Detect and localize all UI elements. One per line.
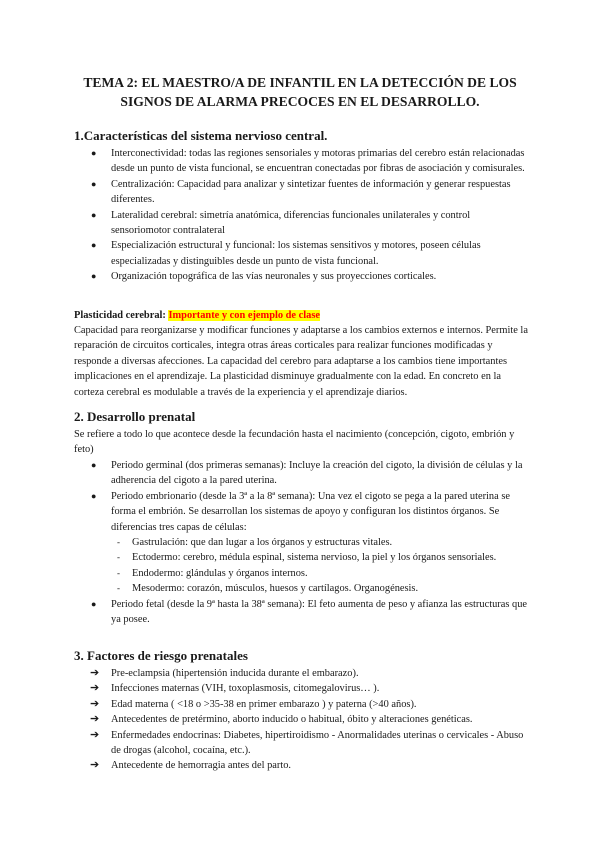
bullet-icon: ● xyxy=(91,148,97,158)
list-item: ➔ Enfermedades endocrinas: Diabetes, hipertiroidismo - Anormalidades uterinas o cervicales - Abuso de drogas (alcohol, cocaína, etc.). xyxy=(90,728,524,757)
bullet-icon: ● xyxy=(91,240,97,251)
list-item: - Gastrulación: que dan lugar a los órganos y estructuras vitales. xyxy=(74,535,529,550)
dash-marker: - xyxy=(117,567,120,578)
bullet-icon: ● xyxy=(91,490,97,501)
dash-marker: - xyxy=(117,552,120,563)
arrow-right-icon: ➔ xyxy=(90,759,100,772)
section-2-list xyxy=(74,458,529,627)
plasticity-label: Plasticidad cerebral: xyxy=(74,310,166,321)
list-item: ● Organización topográfica de las vías neuronales y sus proyecciones corticales. xyxy=(74,269,529,284)
plasticity-heading xyxy=(74,308,530,323)
list-item: - Endodermo: glándulas y órganos internos. xyxy=(74,566,529,581)
highlight-note: Importante y con ejemplo de clase xyxy=(168,310,320,321)
document-title: TEMA 2: EL MAESTRO/A DE INFANTIL EN LA DETECCIÓN DE LOS SIGNOS DE ALARMA PRECOCES EN EL DESARROLLO. xyxy=(83,75,517,109)
section-1-heading: 1.Características del sistema nervioso central. xyxy=(74,128,328,143)
list-item: ➔ Edad materna ( <18 o >35-38 en primer embarazo ) y paterna (>40 años). xyxy=(74,697,529,712)
bullet-icon: ● xyxy=(91,460,97,470)
section-2-intro: Se refiere a todo lo que acontece desde la fecundación hasta el nacimiento (concepción, cigoto, embrión y feto) xyxy=(74,429,515,456)
section-1-list xyxy=(74,146,529,285)
germ-layers-list xyxy=(74,535,529,597)
list-item: ● Periodo fetal (desde la 9ª hasta la 38ª semana): El feto aumenta de peso y afianza las estructuras que ya posee. xyxy=(91,598,528,626)
arrow-right-icon: ➔ xyxy=(90,667,100,679)
list-item: ● Periodo germinal (dos primeras semanas): Incluye la creación del cigoto, la división de células y la adherencia del cigoto a la pared uterina. xyxy=(91,460,523,487)
dash-marker: - xyxy=(117,537,120,548)
bullet-icon: ● xyxy=(91,209,97,220)
bullet-icon: ● xyxy=(91,271,97,282)
list-item: - Mesodermo: corazón, músculos, huesos y cartílagos. Organogénesis. xyxy=(74,581,529,596)
list-item: - Ectodermo: cerebro, médula espinal, sistema nervioso, la piel y los órganos sensoriales. xyxy=(74,550,529,565)
section-3-heading: 3. Factores de riesgo prenatales xyxy=(74,648,248,663)
arrow-right-icon: ➔ xyxy=(90,682,100,695)
list-item: ➔ Antecedente de hemorragia antes del parto. xyxy=(74,758,529,773)
arrow-right-icon: ➔ xyxy=(90,697,100,710)
list-item: ● Especialización estructural y funcional: los sistemas sensitivos y motores, poseen células especializadas y distinguibles desde un punto de vista funcional. xyxy=(91,240,481,267)
list-item: ● Interconectividad: todas las regiones sensoriales y motoras primarias del cerebro están relacionadas desde un punto de vista funcional, se encuentran conectadas por fibras de asociación y comisurales. xyxy=(91,148,525,175)
bullet-icon: ● xyxy=(91,178,97,189)
section-3-list xyxy=(74,666,529,774)
list-item: ➔ Infecciones maternas (VIH, toxoplasmosis, citomegalovirus… ). xyxy=(74,681,529,696)
list-item: ● Periodo embrionario (desde la 3ª a la 8ª semana): Una vez el cigoto se pega a la pared uterina se forma el embrión. Se desarrollan los sistemas de apoyo y configuran los distintos órganos. Se diferencias tres capas de células: - Gastrulación: que dan lugar a los órganos y estructuras vitales. - Ectodermo: cerebro, médula espinal, sistema nervioso, la piel y los órganos sensoriales. - Endodermo: glándulas y órganos internos. - Mesodermo: corazón, músculos, huesos y cartílagos. Organogénesis. xyxy=(74,489,529,597)
arrow-right-icon: ➔ xyxy=(90,728,100,741)
section-2-heading: 2. Desarrollo prenatal xyxy=(74,409,196,424)
list-item: ➔ Antecedentes de pretérmino, aborto inducido o habitual, óbito y alteraciones genéticas. xyxy=(74,712,529,727)
plasticity-text: Capacidad para reorganizarse y modificar funciones y adaptarse a los cambios externos e internos. Permite la reparación de circuitos corticales, integra otras áreas corticales para realizar funciones modificadas y responde a diversas afecciones. La capacidad del cerebro para adaptarse a los cambios tiene importantes implicaciones en el aprendizaje. La plasticidad disminuye gradualmente con la edad. En concreto en la corteza cerebral es modulable a través de la experiencia y el aprendizaje diarios. xyxy=(74,325,528,398)
list-item: ● Lateralidad cerebral: simetría anatómica, diferencias funcionales unilaterales y control sensoriomotor contralateral xyxy=(91,209,471,237)
arrow-right-icon: ➔ xyxy=(90,713,100,726)
dash-marker: - xyxy=(117,583,120,594)
list-item: ➔ Pre-eclampsia (hipertensión inducida durante el embarazo). xyxy=(74,666,529,681)
bullet-icon: ● xyxy=(91,598,97,609)
list-item: ● Centralización: Capacidad para analizar y sintetizar fuentes de información y generar respuestas diferentes. xyxy=(91,178,511,206)
